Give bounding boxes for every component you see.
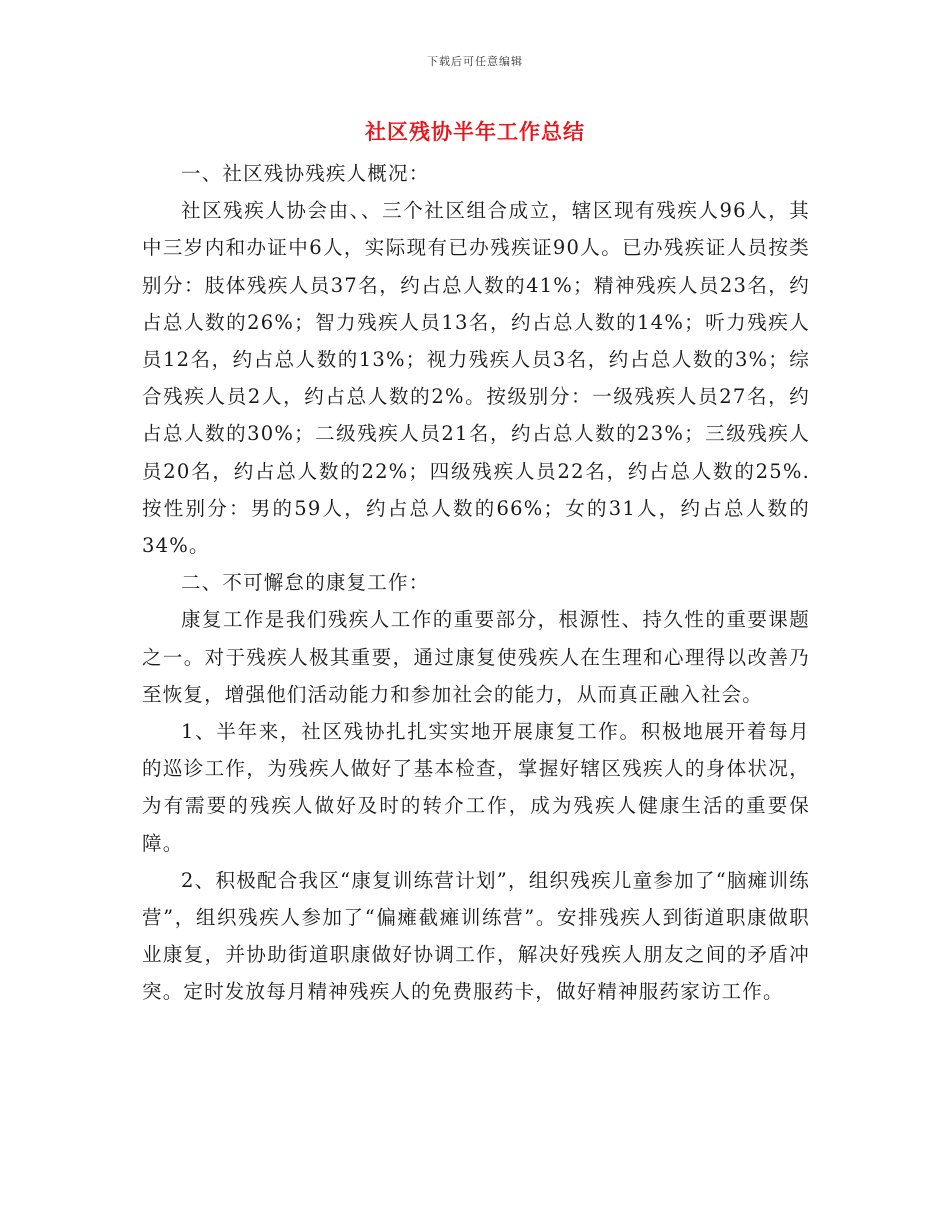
paragraph-item-2: 2、积极配合我区“康复训练营计划”，组织残疾儿童参加了“脑瘫训练营”，组织残疾人参加了“偏瘫截瘫训练营”。安排残疾人到街道职康做职业康复，并协助街道职康做好协调工作，解决好残疾人朋友之间的矛盾冲突。定时发放每月精神残疾人的免费服药卡，做好精神服药家访工作。 (142, 868, 810, 1004)
header-note: 下载后可任意编辑 (427, 55, 523, 68)
document-title: 社区残协半年工作总结 (365, 119, 585, 144)
paragraph-rehabilitation-intro: 康复工作是我们残疾人工作的重要部分，根源性、持久性的重要课题之一。对于残疾人极其重要，通过康复使残疾人在生理和心理得以改善乃至恢复，增强他们活动能力和参加社会的能力，从而真正融入社会。 (142, 608, 810, 706)
paragraph-overview-statistics: 社区残疾人协会由、、三个社区组合成立，辖区现有残疾人96人，其中三岁内和办证中6人，实际现有已办残疾证90人。已办残疾证人员按类别分：肢体残疾人员37名，约占总人数的41%；精神残疾人员23名，约占总人数的26%；智力残疾人员13名，约占总人数的14%；听力残疾人员12名，约占总人数的13%；视力残疾人员3名，约占总人数的3%；综合残疾人员2人，约占总人数的2%。按级别分：一级残疾人员27名，约占总人数的30%；二级残疾人员21名，约占总人数的23%；三级残疾人员20名，约占总人数的22%；四级残疾人员22名，约占总人数的25%.按性别分：男的59人，约占总人数的66%；女的31人，约占总人数的34%。 (142, 199, 810, 558)
section-heading-rehabilitation: 二、不可懈怠的康复工作： (181, 571, 430, 595)
paragraph-item-1: 1、半年来，社区残协扎扎实实地开展康复工作。积极地展开着每月的巡诊工作，为残疾人做好了基本检查，掌握好辖区残疾人的身体状况，为有需要的残疾人做好及时的转介工作，成为残疾人健康生活的重要保障。 (142, 720, 810, 855)
document-body (142, 155, 810, 1011)
section-heading-overview: 一、社区残协残疾人概况： (181, 162, 430, 185)
